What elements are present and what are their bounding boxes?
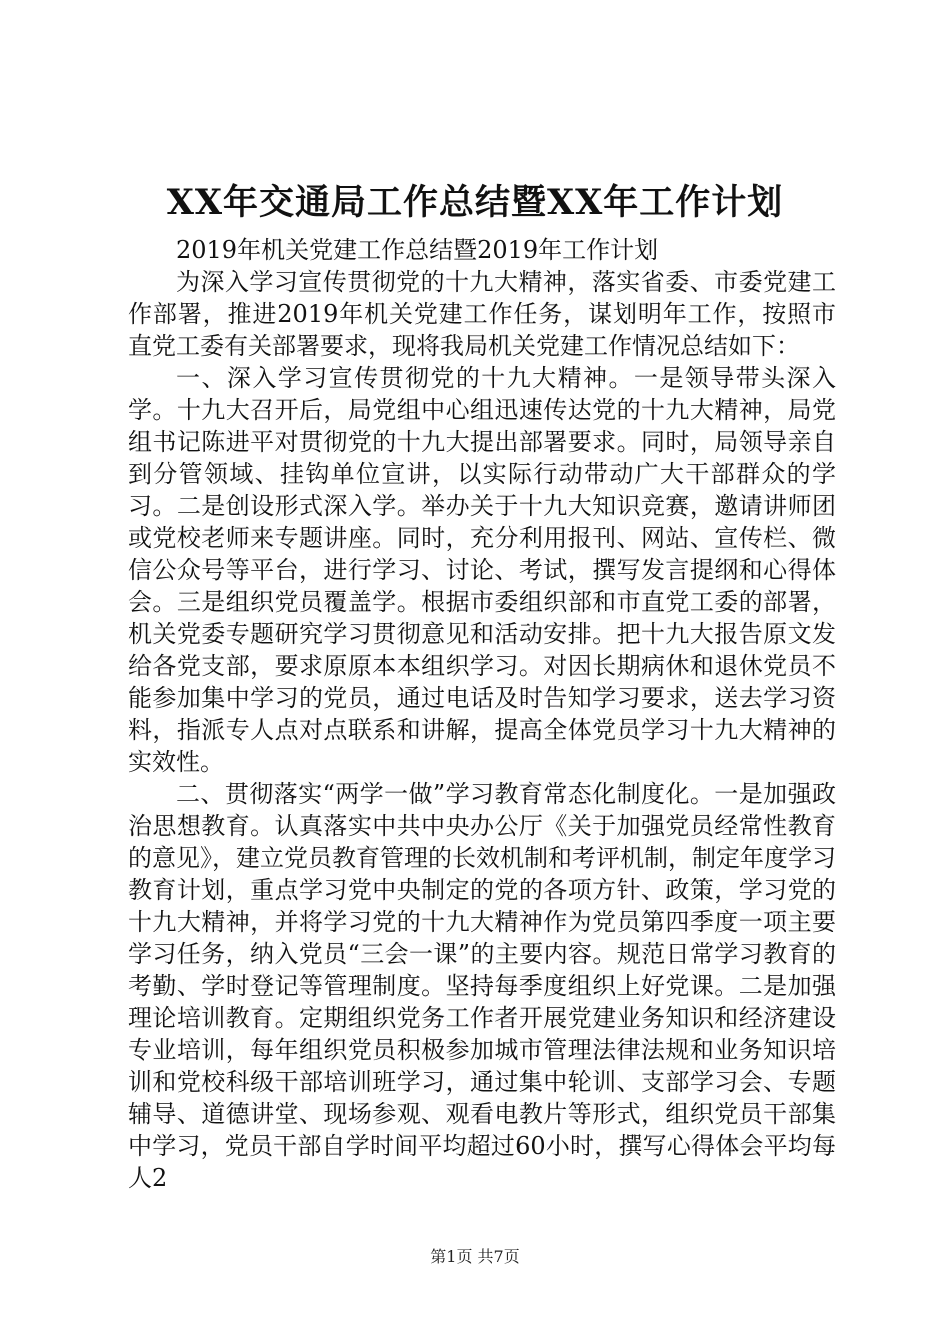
paragraph-intro: 为深入学习宣传贯彻党的十九大精神，落实省委、市委党建工作部署，推进2019年机关党建工作任务，谋划明年工作，按照市直党工委有关部署要求，现将我局机关党建工作情况总结如下： xyxy=(128,268,836,360)
document-body xyxy=(128,234,836,1194)
paragraph-section-2: 二、贯彻落实“两学一做”学习教育常态化制度化。一是加强政治思想教育。认真落实中共中央办公厅《关于加强党员经常性教育的意见》，建立党员教育管理的长效机制和考评机制，制定年度学习教育计划，重点学习党中央制定的党的各项方针、政策，学习党的十九大精神，并将学习党的十九大精神作为党员第四季度一项主要学习任务，纳入党员“三会一课”的主要内容。规范日常学习教育的考勤、学时登记等管理制度。坚持每季度组织上好党课。二是加强理论培训教育。定期组织党务工作者开展党建业务知识和经济建设专业培训，每年组织党员积极参加城市管理法律法规和业务知识培训和党校科级干部培训班学习，通过集中轮训、支部学习会、专题辅导、道德讲堂、现场参观、观看电教片等形式，组织党员干部集中学习，党员干部自学时间平均超过60小时，撰写心得体会平均每人2 xyxy=(128,780,836,1192)
paragraph-section-1: 一、深入学习宣传贯彻党的十九大精神。一是领导带头深入学。十九大召开后，局党组中心组迅速传达党的十九大精神，局党组书记陈进平对贯彻党的十九大提出部署要求。同时，局领导亲自到分管领域、挂钩单位宣讲，以实际行动带动广大干部群众的学习。二是创设形式深入学。举办关于十九大知识竞赛，邀请讲师团或党校老师来专题讲座。同时，充分利用报刊、网站、宣传栏、微信公众号等平台，进行学习、讨论、考试，撰写发言提纲和心得体会。三是组织党员覆盖学。根据市委组织部和市直党工委的部署，机关党委专题研究学习贯彻意见和活动安排。把十九大报告原文发给各党支部，要求原原本本组织学习。对因长期病休和退休党员不能参加集中学习的党员，通过电话及时告知学习要求，送去学习资料，指派专人点对点联系和讲解，提高全体党员学习十九大精神的实效性。 xyxy=(128,364,836,776)
page-number-footer: 第1页 共7页 xyxy=(430,1247,520,1266)
document-title: XX年交通局工作总结暨XX年工作计划 xyxy=(166,182,784,223)
document-subtitle: 2019年机关党建工作总结暨2019年工作计划 xyxy=(176,236,659,264)
